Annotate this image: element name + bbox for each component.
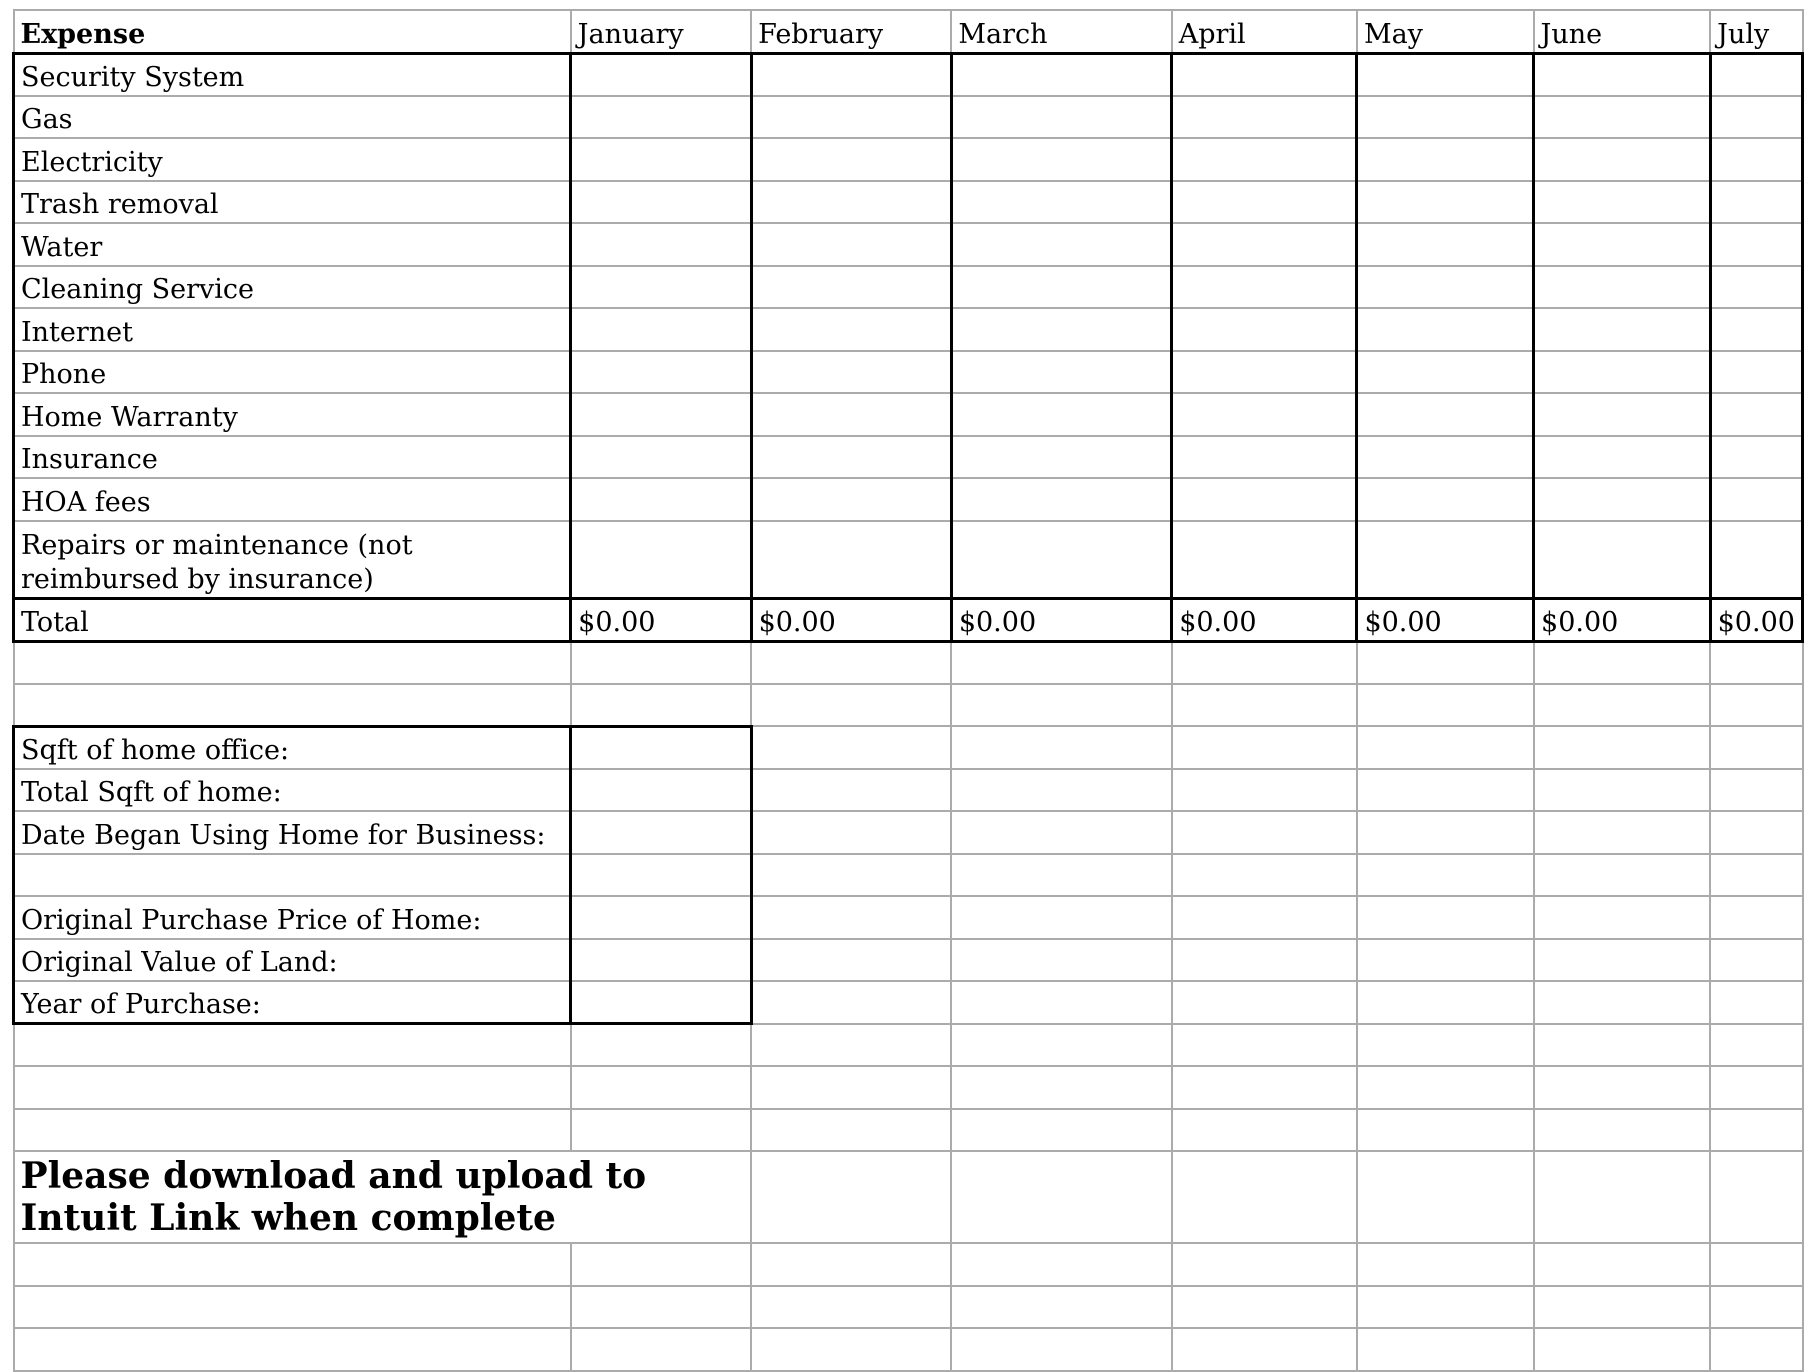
empty-cell[interactable] (1172, 1024, 1357, 1067)
expense-label[interactable]: Security System (14, 53, 571, 96)
expense-value-cell[interactable] (1357, 436, 1534, 479)
expense-value-cell[interactable] (751, 181, 951, 224)
total-value[interactable]: $0.00 (571, 599, 751, 642)
expense-value-cell[interactable] (751, 96, 951, 139)
empty-cell[interactable] (1357, 1243, 1534, 1286)
total-value[interactable]: $0.00 (751, 599, 951, 642)
expense-value-cell[interactable] (951, 266, 1171, 309)
empty-cell[interactable] (1172, 1328, 1357, 1371)
expense-value-cell[interactable] (1534, 351, 1711, 394)
expense-value-cell[interactable] (1534, 96, 1711, 139)
empty-cell[interactable] (1357, 769, 1534, 812)
expense-label[interactable]: Insurance (14, 436, 571, 479)
empty-cell[interactable] (951, 854, 1171, 897)
info-label[interactable] (14, 854, 571, 897)
expense-row (14, 351, 1803, 394)
header-month[interactable]: July (1710, 10, 1802, 53)
expense-label[interactable]: Cleaning Service (14, 266, 571, 309)
info-value-cell[interactable] (571, 769, 751, 812)
empty-cell[interactable] (1710, 896, 1802, 939)
expense-row (14, 96, 1803, 139)
expense-value-cell[interactable] (1710, 53, 1802, 96)
empty-cell[interactable] (1172, 684, 1357, 727)
expense-value-cell[interactable] (571, 393, 751, 436)
empty-cell[interactable] (1172, 1109, 1357, 1152)
empty-cell[interactable] (951, 896, 1171, 939)
expense-value-cell[interactable] (571, 138, 751, 181)
expense-value-cell[interactable] (571, 53, 751, 96)
empty-cell[interactable] (751, 1109, 951, 1152)
expense-label[interactable]: Water (14, 223, 571, 266)
expense-value-cell[interactable] (571, 308, 751, 351)
expense-value-cell[interactable] (1357, 351, 1534, 394)
empty-cell[interactable] (1710, 1024, 1802, 1067)
empty-cell[interactable] (1172, 854, 1357, 897)
expense-value-cell[interactable] (951, 351, 1171, 394)
empty-cell[interactable] (1172, 641, 1357, 684)
info-row (14, 769, 1803, 812)
expense-value-cell[interactable] (751, 436, 951, 479)
expense-label[interactable]: Internet (14, 308, 571, 351)
expense-value-cell[interactable] (1710, 96, 1802, 139)
expense-value-cell[interactable] (1534, 393, 1711, 436)
header-month[interactable]: March (951, 10, 1171, 53)
empty-cell[interactable] (14, 1109, 571, 1152)
expense-value-cell[interactable] (751, 308, 951, 351)
empty-cell[interactable] (1534, 896, 1711, 939)
total-value[interactable]: $0.00 (951, 599, 1171, 642)
empty-cell[interactable] (951, 1109, 1171, 1152)
empty-cell[interactable] (1710, 1243, 1802, 1286)
expense-label[interactable]: Repairs or maintenance (not reimbursed by insurance) (14, 521, 571, 599)
expense-value-cell[interactable] (1534, 478, 1711, 521)
blank-row (14, 1024, 1803, 1067)
info-label[interactable]: Original Purchase Price of Home: (14, 896, 571, 939)
expense-value-cell[interactable] (751, 393, 951, 436)
empty-cell[interactable] (951, 684, 1171, 727)
empty-cell[interactable] (14, 1286, 571, 1329)
expense-row (14, 181, 1803, 224)
expense-value-cell[interactable] (751, 351, 951, 394)
empty-cell[interactable] (1172, 769, 1357, 812)
empty-cell[interactable] (1357, 1066, 1534, 1109)
empty-cell[interactable] (1710, 854, 1802, 897)
expense-value-cell[interactable] (1357, 478, 1534, 521)
expense-value-cell[interactable] (1710, 436, 1802, 479)
info-row (14, 854, 1803, 897)
expense-value-cell[interactable] (1172, 393, 1357, 436)
empty-cell[interactable] (1172, 811, 1357, 854)
expense-value-cell[interactable] (571, 223, 751, 266)
expense-value-cell[interactable] (951, 223, 1171, 266)
empty-cell[interactable] (1172, 1151, 1357, 1243)
empty-cell[interactable] (751, 1151, 951, 1243)
expense-value-cell[interactable] (571, 266, 751, 309)
expense-value-cell[interactable] (1172, 478, 1357, 521)
empty-cell[interactable] (1534, 1243, 1711, 1286)
header-month[interactable]: June (1534, 10, 1711, 53)
empty-cell[interactable] (1357, 896, 1534, 939)
info-value-cell[interactable] (571, 726, 751, 769)
empty-cell[interactable] (1710, 811, 1802, 854)
spreadsheet-grid (12, 9, 1804, 1372)
expense-value-cell[interactable] (751, 53, 951, 96)
empty-cell[interactable] (1534, 641, 1711, 684)
header-month[interactable]: February (751, 10, 951, 53)
empty-cell[interactable] (1357, 1151, 1534, 1243)
expense-value-cell[interactable] (1710, 393, 1802, 436)
empty-cell[interactable] (1710, 981, 1802, 1024)
expense-value-cell[interactable] (1534, 521, 1711, 599)
info-row (14, 811, 1803, 854)
expense-value-cell[interactable] (1710, 478, 1802, 521)
empty-cell[interactable] (1534, 981, 1711, 1024)
empty-cell[interactable] (1357, 811, 1534, 854)
expense-value-cell[interactable] (951, 521, 1171, 599)
expense-value-cell[interactable] (751, 266, 951, 309)
empty-cell[interactable] (751, 811, 951, 854)
expense-label[interactable]: Electricity (14, 138, 571, 181)
info-label[interactable]: Original Value of Land: (14, 939, 571, 982)
empty-cell[interactable] (1534, 726, 1711, 769)
expense-label[interactable]: HOA fees (14, 478, 571, 521)
empty-cell[interactable] (1534, 769, 1711, 812)
expense-value-cell[interactable] (751, 138, 951, 181)
expense-value-cell[interactable] (751, 223, 951, 266)
empty-cell[interactable] (751, 726, 951, 769)
expense-value-cell[interactable] (1710, 351, 1802, 394)
expense-value-cell[interactable] (1534, 181, 1711, 224)
expense-value-cell[interactable] (1172, 223, 1357, 266)
empty-cell[interactable] (751, 684, 951, 727)
expense-value-cell[interactable] (1357, 223, 1534, 266)
info-value-cell[interactable] (571, 854, 751, 897)
info-row (14, 939, 1803, 982)
expense-value-cell[interactable] (1710, 521, 1802, 599)
empty-cell[interactable] (751, 1243, 951, 1286)
empty-cell[interactable] (1534, 1151, 1711, 1243)
empty-cell[interactable] (1710, 641, 1802, 684)
empty-cell[interactable] (1710, 1066, 1802, 1109)
expense-value-cell[interactable] (1534, 308, 1711, 351)
empty-cell[interactable] (951, 769, 1171, 812)
empty-cell[interactable] (751, 1328, 951, 1371)
expense-row (14, 266, 1803, 309)
info-label[interactable]: Total Sqft of home: (14, 769, 571, 812)
empty-cell[interactable] (751, 1024, 951, 1067)
empty-cell[interactable] (1534, 939, 1711, 982)
empty-cell[interactable] (951, 1286, 1171, 1329)
expense-label[interactable]: Trash removal (14, 181, 571, 224)
empty-cell[interactable] (14, 1066, 571, 1109)
expense-value-cell[interactable] (571, 478, 751, 521)
empty-cell[interactable] (571, 1109, 751, 1152)
info-row (14, 896, 1803, 939)
expense-value-cell[interactable] (1710, 308, 1802, 351)
expense-value-cell[interactable] (951, 138, 1171, 181)
empty-cell[interactable] (751, 1066, 951, 1109)
blank-row (14, 1243, 1803, 1286)
empty-cell[interactable] (751, 896, 951, 939)
expense-row (14, 393, 1803, 436)
empty-cell[interactable] (1357, 854, 1534, 897)
total-value[interactable]: $0.00 (1172, 599, 1357, 642)
empty-cell[interactable] (1534, 1024, 1711, 1067)
empty-cell[interactable] (571, 1024, 751, 1067)
empty-cell[interactable] (1357, 1328, 1534, 1371)
empty-cell[interactable] (1710, 1328, 1802, 1371)
empty-cell[interactable] (1172, 896, 1357, 939)
header-expense[interactable]: Expense (14, 10, 571, 53)
info-label[interactable]: Date Began Using Home for Business: (14, 811, 571, 854)
empty-cell[interactable] (1710, 1151, 1802, 1243)
expense-value-cell[interactable] (1172, 351, 1357, 394)
expense-value-cell[interactable] (1357, 521, 1534, 599)
empty-cell[interactable] (751, 641, 951, 684)
empty-cell[interactable] (751, 1286, 951, 1329)
empty-cell[interactable] (1534, 1286, 1711, 1329)
expense-value-cell[interactable] (1534, 436, 1711, 479)
empty-cell[interactable] (951, 981, 1171, 1024)
empty-cell[interactable] (951, 641, 1171, 684)
expense-label[interactable]: Phone (14, 351, 571, 394)
blank-row (14, 1109, 1803, 1152)
expense-row (14, 53, 1803, 96)
header-month[interactable]: January (571, 10, 751, 53)
blank-row (14, 684, 1803, 727)
blank-row (14, 1286, 1803, 1329)
expense-label[interactable]: Gas (14, 96, 571, 139)
expense-value-cell[interactable] (951, 53, 1171, 96)
expense-value-cell[interactable] (1357, 138, 1534, 181)
empty-cell[interactable] (1534, 854, 1711, 897)
expense-value-cell[interactable] (1172, 266, 1357, 309)
expense-value-cell[interactable] (571, 521, 751, 599)
expense-value-cell[interactable] (571, 181, 751, 224)
empty-cell[interactable] (1172, 1066, 1357, 1109)
empty-cell[interactable] (1534, 811, 1711, 854)
empty-cell[interactable] (1357, 684, 1534, 727)
expense-value-cell[interactable] (571, 96, 751, 139)
empty-cell[interactable] (1534, 1328, 1711, 1371)
expense-value-cell[interactable] (951, 393, 1171, 436)
expense-row (14, 478, 1803, 521)
info-value-cell[interactable] (571, 896, 751, 939)
expense-label[interactable]: Home Warranty (14, 393, 571, 436)
empty-cell[interactable] (14, 1328, 571, 1371)
empty-cell[interactable] (751, 854, 951, 897)
expense-value-cell[interactable] (1534, 223, 1711, 266)
empty-cell[interactable] (951, 1328, 1171, 1371)
expense-value-cell[interactable] (1172, 308, 1357, 351)
upload-note[interactable]: Please download and upload to Intuit Link when complete (14, 1151, 752, 1243)
expense-value-cell[interactable] (751, 521, 951, 599)
expense-value-cell[interactable] (571, 436, 751, 479)
expense-value-cell[interactable] (1172, 96, 1357, 139)
empty-cell[interactable] (951, 1024, 1171, 1067)
expense-value-cell[interactable] (1357, 266, 1534, 309)
expense-row (14, 436, 1803, 479)
total-row (14, 599, 1803, 642)
expense-value-cell[interactable] (1710, 223, 1802, 266)
empty-cell[interactable] (14, 641, 571, 684)
empty-cell[interactable] (951, 726, 1171, 769)
empty-cell[interactable] (1534, 1066, 1711, 1109)
empty-cell[interactable] (1534, 684, 1711, 727)
expense-value-cell[interactable] (1172, 521, 1357, 599)
expense-value-cell[interactable] (951, 308, 1171, 351)
expense-value-cell[interactable] (1172, 181, 1357, 224)
expense-value-cell[interactable] (1357, 53, 1534, 96)
expense-value-cell[interactable] (1710, 138, 1802, 181)
expense-row (14, 138, 1803, 181)
empty-cell[interactable] (1710, 726, 1802, 769)
empty-cell[interactable] (1357, 641, 1534, 684)
empty-cell[interactable] (1710, 1109, 1802, 1152)
header-month[interactable]: May (1357, 10, 1534, 53)
empty-cell[interactable] (951, 1151, 1171, 1243)
empty-cell[interactable] (1172, 1286, 1357, 1329)
total-label[interactable]: Total (14, 599, 571, 642)
empty-cell[interactable] (951, 939, 1171, 982)
expense-value-cell[interactable] (1172, 53, 1357, 96)
empty-cell[interactable] (14, 1243, 571, 1286)
info-value-cell[interactable] (571, 811, 751, 854)
empty-cell[interactable] (1357, 1286, 1534, 1329)
empty-cell[interactable] (571, 641, 751, 684)
empty-cell[interactable] (1710, 939, 1802, 982)
expense-row (14, 223, 1803, 266)
empty-cell[interactable] (14, 1024, 571, 1067)
expense-row (14, 521, 1803, 599)
expense-value-cell[interactable] (1357, 181, 1534, 224)
empty-cell[interactable] (951, 1243, 1171, 1286)
expense-value-cell[interactable] (951, 478, 1171, 521)
empty-cell[interactable] (751, 939, 951, 982)
info-label[interactable]: Sqft of home office: (14, 726, 571, 769)
expense-value-cell[interactable] (1357, 96, 1534, 139)
empty-cell[interactable] (14, 684, 571, 727)
expense-value-cell[interactable] (1710, 181, 1802, 224)
expense-value-cell[interactable] (1172, 138, 1357, 181)
total-value[interactable]: $0.00 (1710, 599, 1802, 642)
empty-cell[interactable] (751, 981, 951, 1024)
header-row (14, 10, 1803, 53)
info-row (14, 981, 1803, 1024)
expense-value-cell[interactable] (1534, 138, 1711, 181)
expense-value-cell[interactable] (1357, 393, 1534, 436)
expense-row (14, 308, 1803, 351)
total-value[interactable]: $0.00 (1534, 599, 1711, 642)
expense-value-cell[interactable] (751, 478, 951, 521)
info-label[interactable]: Year of Purchase: (14, 981, 571, 1024)
header-month[interactable]: April (1172, 10, 1357, 53)
empty-cell[interactable] (1357, 1024, 1534, 1067)
blank-row (14, 1066, 1803, 1109)
expense-value-cell[interactable] (571, 351, 751, 394)
expense-value-cell[interactable] (1534, 266, 1711, 309)
empty-cell[interactable] (1534, 1109, 1711, 1152)
info-value-cell[interactable] (571, 981, 751, 1024)
expense-value-cell[interactable] (1172, 436, 1357, 479)
info-value-cell[interactable] (571, 939, 751, 982)
empty-cell[interactable] (1172, 1243, 1357, 1286)
expense-value-cell[interactable] (1534, 53, 1711, 96)
expense-value-cell[interactable] (951, 181, 1171, 224)
empty-cell[interactable] (571, 1066, 751, 1109)
empty-cell[interactable] (1357, 726, 1534, 769)
blank-row (14, 641, 1803, 684)
empty-cell[interactable] (571, 684, 751, 727)
expense-value-cell[interactable] (1710, 266, 1802, 309)
empty-cell[interactable] (1172, 981, 1357, 1024)
empty-cell[interactable] (1710, 769, 1802, 812)
empty-cell[interactable] (1710, 1286, 1802, 1329)
empty-cell[interactable] (571, 1328, 751, 1371)
empty-cell[interactable] (571, 1286, 751, 1329)
empty-cell[interactable] (1357, 1109, 1534, 1152)
empty-cell[interactable] (751, 769, 951, 812)
empty-cell[interactable] (1172, 939, 1357, 982)
empty-cell[interactable] (1357, 981, 1534, 1024)
empty-cell[interactable] (951, 811, 1171, 854)
expense-value-cell[interactable] (1357, 308, 1534, 351)
empty-cell[interactable] (1710, 684, 1802, 727)
expense-value-cell[interactable] (951, 436, 1171, 479)
note-row (14, 1151, 1803, 1243)
empty-cell[interactable] (1172, 726, 1357, 769)
empty-cell[interactable] (951, 1066, 1171, 1109)
empty-cell[interactable] (1357, 939, 1534, 982)
expense-value-cell[interactable] (951, 96, 1171, 139)
total-value[interactable]: $0.00 (1357, 599, 1534, 642)
info-row (14, 726, 1803, 769)
blank-row (14, 1328, 1803, 1371)
empty-cell[interactable] (571, 1243, 751, 1286)
